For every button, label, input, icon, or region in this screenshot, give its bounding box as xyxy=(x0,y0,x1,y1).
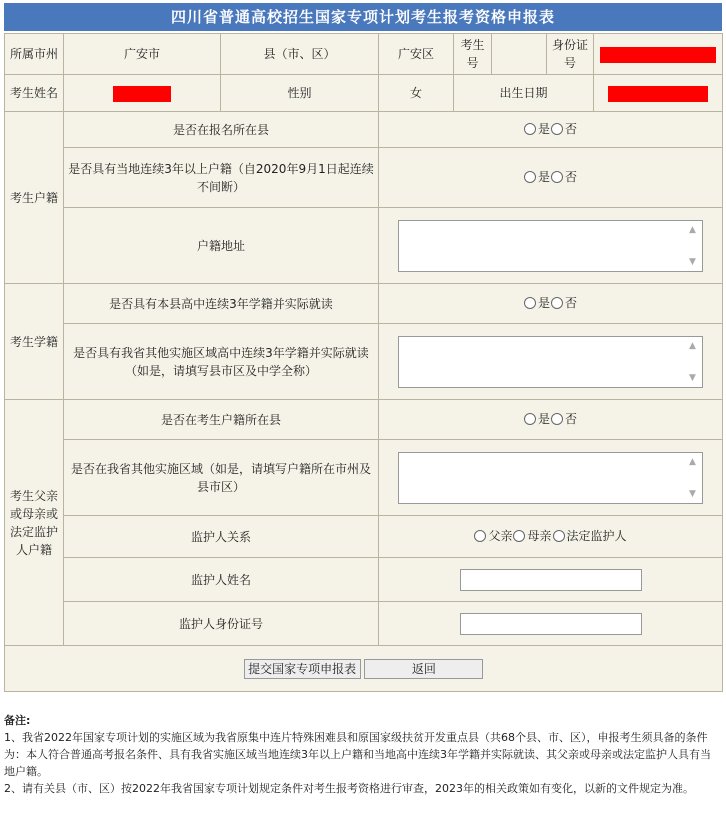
xueji-school-textarea[interactable] xyxy=(398,336,703,388)
radio-yes[interactable] xyxy=(524,297,536,309)
redacted-birth-date xyxy=(608,86,708,102)
radio-no-label: 否 xyxy=(565,121,578,136)
exam-no-label: 考生号 xyxy=(454,34,492,75)
hukou-q1-label: 是否在报名所在县 xyxy=(64,112,379,148)
scroll-up-icon: ▲ xyxy=(689,456,696,467)
textarea-scrollbar[interactable] xyxy=(686,337,702,387)
radio-mother[interactable] xyxy=(513,530,525,542)
guardian-id-label: 监护人身份证号 xyxy=(64,602,379,646)
xueji-q1-options xyxy=(379,284,723,324)
scroll-down-icon: ▼ xyxy=(689,488,696,499)
radio-no[interactable] xyxy=(551,297,563,309)
xueji-q1-label: 是否具有本县高中连续3年学籍并实际就读 xyxy=(64,284,379,324)
county-label: 县（市、区） xyxy=(221,34,379,75)
guardian-q2-label: 是否在我省其他实施区域（如是，请填写户籍所在市州及县市区） xyxy=(64,440,379,516)
radio-no[interactable] xyxy=(551,171,563,183)
notes-section xyxy=(4,712,720,797)
radio-yes[interactable] xyxy=(524,413,536,425)
guardian-section-label: 考生父亲或母亲或法定监护人户籍 xyxy=(5,400,64,646)
scroll-down-icon: ▼ xyxy=(689,372,696,383)
xueji-section-label: 考生学籍 xyxy=(5,284,64,400)
radio-no-label: 否 xyxy=(565,295,578,310)
radio-legal-guardian-label: 法定监护人 xyxy=(566,528,627,543)
gender-value: 女 xyxy=(379,75,454,112)
hukou-q1-options xyxy=(379,112,723,148)
radio-legal-guardian[interactable] xyxy=(553,530,565,542)
guardian-name-label: 监护人姓名 xyxy=(64,558,379,602)
gender-label: 性别 xyxy=(221,75,379,112)
id-number-value xyxy=(594,34,723,75)
submit-button[interactable]: 提交国家专项申报表 xyxy=(244,659,361,679)
radio-yes-label: 是 xyxy=(537,121,550,136)
hukou-q2-label: 是否具有当地连续3年以上户籍（自2020年9月1日起连续不间断） xyxy=(64,148,379,208)
county-value: 广安区 xyxy=(379,34,454,75)
radio-father-label: 父亲 xyxy=(488,528,513,543)
city-label: 所属市州 xyxy=(5,34,64,75)
scroll-up-icon: ▲ xyxy=(689,340,696,351)
guardian-q1-label: 是否在考生户籍所在县 xyxy=(64,400,379,440)
birth-date-label: 出生日期 xyxy=(454,75,594,112)
xueji-q2-label: 是否具有我省其他实施区域高中连续3年学籍并实际就读（如是，请填写县市区及中学全称） xyxy=(64,324,379,400)
form-title: 四川省普通高校招生国家专项计划考生报考资格申报表 xyxy=(4,3,722,31)
textarea-scrollbar[interactable] xyxy=(686,221,702,271)
radio-father[interactable] xyxy=(474,530,486,542)
name-label: 考生姓名 xyxy=(5,75,64,112)
city-value: 广安市 xyxy=(64,34,221,75)
guardian-q1-options xyxy=(379,400,723,440)
hukou-address-textarea[interactable] xyxy=(398,220,703,272)
hukou-section-label: 考生户籍 xyxy=(5,112,64,284)
radio-no[interactable] xyxy=(551,123,563,135)
hukou-address-label: 户籍地址 xyxy=(64,208,379,284)
note-1: 1、我省2022年国家专项计划的实施区域为我省原集中连片特殊困难县和原国家级扶贫开发重点县（共68个县、市、区），申报考生须具备的条件为：本人符合普通高考报名条件、具有我省实施区域当地连续3年以上户籍和当地高中连续3年学籍并实际就读、其父亲或母亲或法定监护人具有当地户籍。 xyxy=(4,731,711,778)
radio-yes[interactable] xyxy=(524,171,536,183)
button-row xyxy=(5,646,723,692)
application-form-table xyxy=(4,33,723,692)
exam-no-value xyxy=(492,34,547,75)
textarea-scrollbar[interactable] xyxy=(686,453,702,503)
radio-yes-label: 是 xyxy=(537,169,550,184)
guardian-relation-options xyxy=(379,516,723,558)
guardian-relation-label: 监护人关系 xyxy=(64,516,379,558)
scroll-down-icon: ▼ xyxy=(689,256,696,267)
notes-heading: 备注: xyxy=(4,714,31,727)
guardian-region-textarea[interactable] xyxy=(398,452,703,504)
guardian-id-input[interactable] xyxy=(460,613,642,635)
radio-no-label: 否 xyxy=(565,411,578,426)
redacted-id-number xyxy=(600,47,716,63)
scroll-up-icon: ▲ xyxy=(689,224,696,235)
radio-mother-label: 母亲 xyxy=(527,528,552,543)
redacted-name xyxy=(113,86,171,102)
radio-yes[interactable] xyxy=(524,123,536,135)
back-button[interactable]: 返回 xyxy=(364,659,483,679)
radio-no[interactable] xyxy=(551,413,563,425)
name-value xyxy=(64,75,221,112)
id-number-label: 身份证号 xyxy=(547,34,594,75)
radio-yes-label: 是 xyxy=(537,411,550,426)
note-2: 2、请有关县（市、区）按2022年我省国家专项计划规定条件对考生报考资格进行审查，2023年的相关政策如有变化，以新的文件规定为准。 xyxy=(4,782,694,795)
radio-yes-label: 是 xyxy=(537,295,550,310)
guardian-name-input[interactable] xyxy=(460,569,642,591)
radio-no-label: 否 xyxy=(565,169,578,184)
hukou-q2-options xyxy=(379,148,723,208)
birth-date-value xyxy=(594,75,723,112)
